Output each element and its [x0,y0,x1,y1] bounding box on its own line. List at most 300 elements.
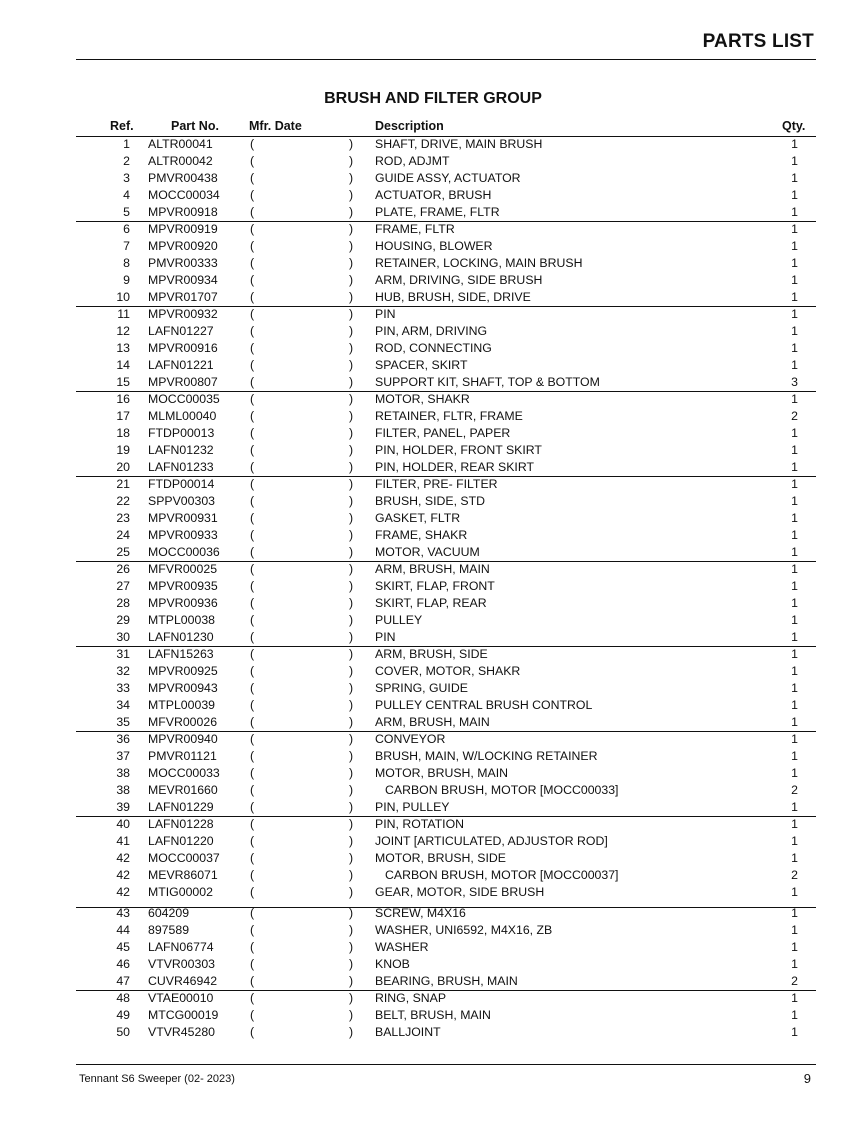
part-number-cell: VTAE00010 [148,991,214,1005]
table-row [0,153,866,170]
quantity-cell: 1 [791,205,798,219]
mfr-date-open-paren: ( [250,783,255,797]
description-cell: SKIRT, FLAP, REAR [375,596,487,610]
mfr-date-open-paren: ( [250,1008,255,1022]
quantity-cell: 1 [791,137,798,151]
table-row [0,272,866,289]
mfr-date-close-paren: ) [349,732,354,746]
ref-cell: 43 [116,906,130,920]
table-row [0,204,866,221]
quantity-cell: 1 [791,800,798,814]
quantity-cell: 1 [791,906,798,920]
quantity-cell: 1 [791,307,798,321]
table-row [0,493,866,510]
mfr-date-close-paren: ) [349,579,354,593]
mfr-date-open-paren: ( [250,630,255,644]
mfr-date-open-paren: ( [250,392,255,406]
description-cell: FRAME, FLTR [375,222,455,236]
ref-cell: 27 [116,579,130,593]
ref-cell: 11 [117,307,130,321]
table-row [0,748,866,765]
mfr-date-close-paren: ) [349,991,354,1005]
mfr-date-open-paren: ( [250,256,255,270]
mfr-date-open-paren: ( [250,324,255,338]
mfr-date-open-paren: ( [250,426,255,440]
quantity-cell: 1 [791,545,798,559]
mfr-date-close-paren: ) [349,681,354,695]
ref-cell: 2 [123,154,130,168]
mfr-date-open-paren: ( [250,664,255,678]
ref-cell: 31 [116,647,130,661]
ref-cell: 32 [116,664,130,678]
mfr-date-close-paren: ) [349,256,354,270]
part-number-cell: MOCC00033 [148,766,220,780]
part-number-cell: MOCC00037 [148,851,220,865]
part-number-cell: MPVR00940 [148,732,218,746]
ref-cell: 34 [116,698,130,712]
quantity-cell: 1 [791,1025,798,1039]
ref-cell: 47 [116,974,130,988]
quantity-cell: 1 [791,341,798,355]
mfr-date-close-paren: ) [349,868,354,882]
quantity-cell: 1 [791,324,798,338]
mfr-date-open-paren: ( [250,460,255,474]
description-cell: ROD, ADJMT [375,154,450,168]
quantity-cell: 1 [791,766,798,780]
part-number-cell: MOCC00034 [148,188,220,202]
description-cell: PLATE, FRAME, FLTR [375,205,500,219]
part-number-cell: MPVR00807 [148,375,218,389]
ref-cell: 30 [116,630,130,644]
mfr-date-close-paren: ) [349,409,354,423]
description-cell: JOINT [ARTICULATED, ADJUSTOR ROD] [375,834,608,848]
ref-cell: 26 [116,562,130,576]
mfr-date-close-paren: ) [349,1008,354,1022]
ref-cell: 40 [116,817,130,831]
mfr-date-open-paren: ( [250,562,255,576]
description-cell: ACTUATOR, BRUSH [375,188,492,202]
quantity-cell: 2 [791,783,798,797]
table-row [0,374,866,391]
description-cell: ROD, CONNECTING [375,341,492,355]
description-cell: PIN, ARM, DRIVING [375,324,488,338]
description-cell: SPACER, SKIRT [375,358,468,372]
table-row [0,391,866,408]
part-number-cell: LAFN01229 [148,800,214,814]
description-cell: GEAR, MOTOR, SIDE BRUSH [375,885,545,899]
description-cell: KNOB [375,957,410,971]
part-number-cell: LAFN01221 [148,358,214,372]
quantity-cell: 1 [791,477,798,491]
description-cell: PULLEY CENTRAL BRUSH CONTROL [375,698,593,712]
description-cell: BEARING, BRUSH, MAIN [375,974,518,988]
mfr-date-close-paren: ) [349,273,354,287]
group-divider [76,306,816,307]
mfr-date-open-paren: ( [250,511,255,525]
ref-cell: 9 [123,273,130,287]
quantity-cell: 1 [791,732,798,746]
mfr-date-close-paren: ) [349,957,354,971]
table-row [0,833,866,850]
quantity-cell: 2 [791,868,798,882]
table-row [0,850,866,867]
quantity-cell: 1 [791,681,798,695]
ref-cell: 36 [116,732,130,746]
quantity-cell: 1 [791,154,798,168]
table-row [0,442,866,459]
part-number-cell: ALTR00041 [148,137,213,151]
quantity-cell: 1 [791,443,798,457]
ref-cell: 10 [116,290,130,304]
ref-cell: 45 [116,940,130,954]
table-row [0,884,866,901]
mfr-date-close-paren: ) [349,460,354,474]
description-cell: FILTER, PANEL, PAPER [375,426,511,440]
mfr-date-close-paren: ) [349,834,354,848]
table-row [0,629,866,646]
mfr-date-open-paren: ( [250,188,255,202]
ref-cell: 3 [123,171,130,185]
table-row [0,357,866,374]
mfr-date-open-paren: ( [250,222,255,236]
ref-cell: 50 [116,1025,130,1039]
quantity-cell: 1 [791,562,798,576]
description-cell: BALLJOINT [375,1025,441,1039]
group-divider [76,816,816,817]
part-number-cell: MPVR00931 [148,511,218,525]
part-number-cell: VTVR45280 [148,1025,215,1039]
quantity-cell: 1 [791,358,798,372]
description-cell: PIN, ROTATION [375,817,465,831]
quantity-cell: 2 [791,409,798,423]
part-number-cell: MFVR00025 [148,562,218,576]
mfr-date-open-paren: ( [250,885,255,899]
quantity-cell: 1 [791,511,798,525]
table-row [0,956,866,973]
quantity-cell: 3 [791,375,798,389]
description-cell: FILTER, PRE- FILTER [375,477,498,491]
column-header-part-no: Part No. [171,119,219,133]
mfr-date-open-paren: ( [250,239,255,253]
mfr-date-open-paren: ( [250,906,255,920]
ref-cell: 16 [116,392,130,406]
table-row [0,1007,866,1024]
mfr-date-close-paren: ) [349,800,354,814]
mfr-date-open-paren: ( [250,545,255,559]
part-number-cell: MPVR00920 [148,239,218,253]
column-header-description: Description [375,119,444,133]
mfr-date-open-paren: ( [250,273,255,287]
part-number-cell: FTDP00013 [148,426,215,440]
ref-cell: 1 [123,137,130,151]
part-number-cell: MPVR00919 [148,222,218,236]
part-number-cell: MFVR00026 [148,715,218,729]
description-cell: FRAME, SHAKR [375,528,468,542]
mfr-date-close-paren: ) [349,647,354,661]
mfr-date-open-paren: ( [250,375,255,389]
mfr-date-close-paren: ) [349,188,354,202]
mfr-date-close-paren: ) [349,205,354,219]
description-cell: WASHER [375,940,429,954]
ref-cell: 18 [116,426,130,440]
description-cell: SCREW, M4X16 [375,906,466,920]
mfr-date-close-paren: ) [349,443,354,457]
part-number-cell: MPVR00936 [148,596,218,610]
table-row [0,939,866,956]
mfr-date-open-paren: ( [250,800,255,814]
table-row [0,136,866,153]
mfr-date-open-paren: ( [250,443,255,457]
part-number-cell: MPVR00935 [148,579,218,593]
section-title: BRUSH AND FILTER GROUP [324,90,542,107]
ref-cell: 35 [116,715,130,729]
mfr-date-open-paren: ( [250,171,255,185]
quantity-cell: 1 [791,630,798,644]
table-row [0,697,866,714]
part-number-cell: MOCC00036 [148,545,220,559]
group-divider [76,476,816,477]
mfr-date-close-paren: ) [349,545,354,559]
mfr-date-close-paren: ) [349,766,354,780]
column-header-mfr-date: Mfr. Date [249,119,302,133]
mfr-date-open-paren: ( [250,477,255,491]
ref-cell: 12 [116,324,130,338]
mfr-date-open-paren: ( [250,596,255,610]
description-cell: WASHER, UNI6592, M4X16, ZB [375,923,553,937]
quantity-cell: 1 [791,698,798,712]
table-row [0,238,866,255]
ref-cell: 28 [116,596,130,610]
mfr-date-open-paren: ( [250,749,255,763]
description-cell: PIN, HOLDER, FRONT SKIRT [375,443,542,457]
description-cell: GUIDE ASSY, ACTUATOR [375,171,521,185]
table-row [0,578,866,595]
mfr-date-open-paren: ( [250,154,255,168]
mfr-date-close-paren: ) [349,307,354,321]
mfr-date-close-paren: ) [349,171,354,185]
mfr-date-open-paren: ( [250,409,255,423]
table-row [0,306,866,323]
table-row [0,765,866,782]
ref-cell: 29 [116,613,130,627]
mfr-date-close-paren: ) [349,528,354,542]
quantity-cell: 1 [791,749,798,763]
part-number-cell: MTPL00039 [148,698,215,712]
mfr-date-close-paren: ) [349,137,354,151]
description-cell: SPRING, GUIDE [375,681,468,695]
mfr-date-close-paren: ) [349,630,354,644]
mfr-date-open-paren: ( [250,991,255,1005]
part-number-cell: MEVR01660 [148,783,218,797]
mfr-date-close-paren: ) [349,324,354,338]
mfr-date-close-paren: ) [349,426,354,440]
part-number-cell: MPVR00925 [148,664,218,678]
description-cell: CARBON BRUSH, MOTOR [MOCC00037] [385,868,619,882]
column-header-qty: Qty. [782,119,806,133]
part-number-cell: LAFN15263 [148,647,214,661]
quantity-cell: 1 [791,579,798,593]
mfr-date-open-paren: ( [250,923,255,937]
description-cell: SKIRT, FLAP, FRONT [375,579,495,593]
part-number-cell: 604209 [148,906,190,920]
ref-cell: 33 [116,681,130,695]
group-divider [76,391,816,392]
table-row [0,731,866,748]
table-row [0,867,866,884]
part-number-cell: LAFN01220 [148,834,214,848]
table-row [0,459,866,476]
mfr-date-close-paren: ) [349,375,354,389]
table-row [0,221,866,238]
mfr-date-close-paren: ) [349,923,354,937]
quantity-cell: 1 [791,290,798,304]
mfr-date-open-paren: ( [250,940,255,954]
mfr-date-open-paren: ( [250,681,255,695]
part-number-cell: MLML00040 [148,409,217,423]
ref-cell: 13 [116,341,130,355]
group-divider [76,907,816,908]
part-number-cell: LAFN01227 [148,324,214,338]
ref-cell: 20 [116,460,130,474]
table-row [0,680,866,697]
mfr-date-close-paren: ) [349,358,354,372]
table-row [0,425,866,442]
mfr-date-open-paren: ( [250,732,255,746]
part-number-cell: MOCC00035 [148,392,220,406]
ref-cell: 38 [116,766,130,780]
description-cell: SUPPORT KIT, SHAFT, TOP & BOTTOM [375,375,600,389]
description-cell: MOTOR, BRUSH, SIDE [375,851,506,865]
description-cell: ARM, BRUSH, MAIN [375,715,490,729]
part-number-cell: MPVR00943 [148,681,218,695]
quantity-cell: 1 [791,494,798,508]
mfr-date-open-paren: ( [250,766,255,780]
mfr-date-open-paren: ( [250,205,255,219]
part-number-cell: MTIG00002 [148,885,213,899]
mfr-date-close-paren: ) [349,239,354,253]
quantity-cell: 1 [791,273,798,287]
description-cell: HOUSING, BLOWER [375,239,493,253]
table-row [0,799,866,816]
description-cell: PIN [375,307,396,321]
table-row [0,1024,866,1041]
ref-cell: 24 [116,528,130,542]
ref-cell: 25 [116,545,130,559]
quantity-cell: 1 [791,834,798,848]
quantity-cell: 1 [791,647,798,661]
description-cell: ARM, DRIVING, SIDE BRUSH [375,273,543,287]
mfr-date-close-paren: ) [349,974,354,988]
mfr-date-open-paren: ( [250,834,255,848]
table-row [0,187,866,204]
description-cell: MOTOR, SHAKR [375,392,470,406]
mfr-date-open-paren: ( [250,715,255,729]
table-row [0,612,866,629]
part-number-cell: MPVR00933 [148,528,218,542]
ref-cell: 19 [116,443,130,457]
footer-divider [76,1064,816,1065]
quantity-cell: 1 [791,664,798,678]
mfr-date-close-paren: ) [349,940,354,954]
description-cell: BELT, BRUSH, MAIN [375,1008,491,1022]
ref-cell: 8 [123,256,130,270]
table-row [0,561,866,578]
quantity-cell: 1 [791,239,798,253]
ref-cell: 22 [116,494,130,508]
description-cell: ARM, BRUSH, MAIN [375,562,490,576]
mfr-date-open-paren: ( [250,341,255,355]
mfr-date-open-paren: ( [250,851,255,865]
mfr-date-close-paren: ) [349,290,354,304]
mfr-date-open-paren: ( [250,137,255,151]
mfr-date-close-paren: ) [349,698,354,712]
group-divider [76,646,816,647]
quantity-cell: 1 [791,1008,798,1022]
quantity-cell: 1 [791,256,798,270]
part-number-cell: 897589 [148,923,190,937]
description-cell: SHAFT, DRIVE, MAIN BRUSH [375,137,543,151]
table-row [0,170,866,187]
ref-cell: 5 [123,205,130,219]
quantity-cell: 1 [791,991,798,1005]
page-title: PARTS LIST [702,31,814,52]
mfr-date-open-paren: ( [250,817,255,831]
quantity-cell: 1 [791,715,798,729]
mfr-date-close-paren: ) [349,715,354,729]
page-number: 9 [803,1071,811,1086]
mfr-date-close-paren: ) [349,1025,354,1039]
mfr-date-close-paren: ) [349,783,354,797]
table-row [0,476,866,493]
table-row [0,544,866,561]
table-row [0,289,866,306]
mfr-date-close-paren: ) [349,511,354,525]
footer-document-title: Tennant S6 Sweeper (02- 2023) [79,1073,235,1085]
quantity-cell: 1 [791,171,798,185]
table-row [0,922,866,939]
quantity-cell: 1 [791,885,798,899]
column-header-ref: Ref. [110,119,134,133]
description-cell: RETAINER, LOCKING, MAIN BRUSH [375,256,583,270]
mfr-date-open-paren: ( [250,290,255,304]
description-cell: CONVEYOR [375,732,446,746]
ref-cell: 6 [123,222,130,236]
ref-cell: 44 [116,923,130,937]
quantity-cell: 1 [791,596,798,610]
table-row [0,990,866,1007]
quantity-cell: 1 [791,817,798,831]
ref-cell: 23 [116,511,130,525]
quantity-cell: 1 [791,188,798,202]
mfr-date-open-paren: ( [250,957,255,971]
part-number-cell: VTVR00303 [148,957,215,971]
part-number-cell: PMVR00333 [148,256,218,270]
mfr-date-open-paren: ( [250,1025,255,1039]
description-cell: RETAINER, FLTR, FRAME [375,409,523,423]
part-number-cell: CUVR46942 [148,974,218,988]
table-row [0,782,866,799]
quantity-cell: 1 [791,923,798,937]
mfr-date-open-paren: ( [250,974,255,988]
quantity-cell: 1 [791,940,798,954]
part-number-cell: LAFN01233 [148,460,214,474]
description-cell: CARBON BRUSH, MOTOR [MOCC00033] [385,783,619,797]
mfr-date-open-paren: ( [250,868,255,882]
table-row [0,973,866,990]
description-cell: GASKET, FLTR [375,511,461,525]
ref-cell: 38 [116,783,130,797]
table-row [0,510,866,527]
